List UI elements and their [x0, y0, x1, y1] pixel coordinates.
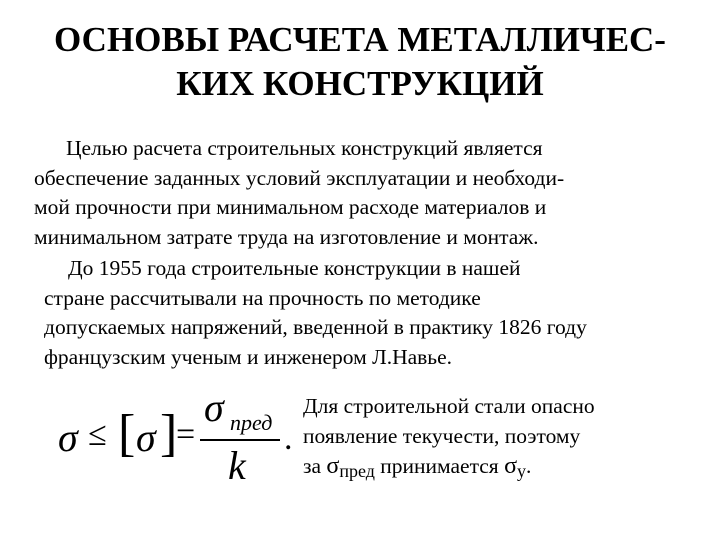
- formula-sigma: σ: [58, 415, 78, 460]
- fraction-bar: [200, 439, 280, 441]
- paragraph-line: стране рассчитывали на прочность по методике: [44, 285, 481, 310]
- paragraph-line: допускаемых напряжений, введенной в практику 1826 году: [44, 315, 587, 339]
- paragraph-purpose: [34, 134, 684, 252]
- title-line-2: КИХ КОНСТРУКЦИЙ: [176, 64, 544, 103]
- paragraph-line: обеспечение заданных условий эксплуатации и необходи-: [34, 165, 565, 190]
- note-text: принимается: [374, 454, 505, 478]
- paragraph-line: минимальном затрате труда на изготовление и монтаж.: [34, 224, 539, 249]
- paragraph-line: французским ученым и инженером Л.Навье.: [44, 344, 453, 369]
- formula-dot: .: [284, 420, 293, 457]
- formula-right-bracket: ]: [160, 405, 178, 462]
- note-line: Для строительной стали опасно: [303, 394, 595, 418]
- paragraph-history: [44, 254, 694, 372]
- sigma-symbol: σ: [326, 453, 340, 479]
- subscript-pred: пред: [339, 461, 375, 481]
- paragraph-line: мой прочности при минимальном расходе материалов и: [34, 195, 547, 219]
- note-line: появление текучести, поэтому: [303, 424, 581, 448]
- note-line-3: [303, 451, 693, 486]
- page-title: [0, 18, 720, 106]
- formula-numerator-sigma: σ: [204, 385, 224, 430]
- formula-left-bracket: [: [118, 405, 136, 462]
- note-text: .: [526, 454, 532, 478]
- paragraph-line: Целью расчета строительных конструкций является: [66, 136, 543, 160]
- allowable-stress-formula: [58, 385, 298, 488]
- formula-equals: =: [176, 416, 196, 453]
- formula-denominator: k: [228, 443, 246, 488]
- sigma-symbol: σ: [504, 453, 518, 479]
- formula-sigma-allowable: σ: [136, 415, 156, 460]
- note-text: за: [303, 454, 327, 478]
- subscript-y: y: [517, 461, 527, 481]
- formula-leq: ≤: [88, 416, 107, 453]
- steel-note: [303, 391, 693, 486]
- title-line-1: ОСНОВЫ РАСЧЕТА МЕТАЛЛИЧЕС-: [54, 20, 666, 59]
- formula-numerator-subscript: пред: [230, 410, 273, 435]
- paragraph-line: До 1955 года строительные конструкции в нашей: [68, 256, 521, 280]
